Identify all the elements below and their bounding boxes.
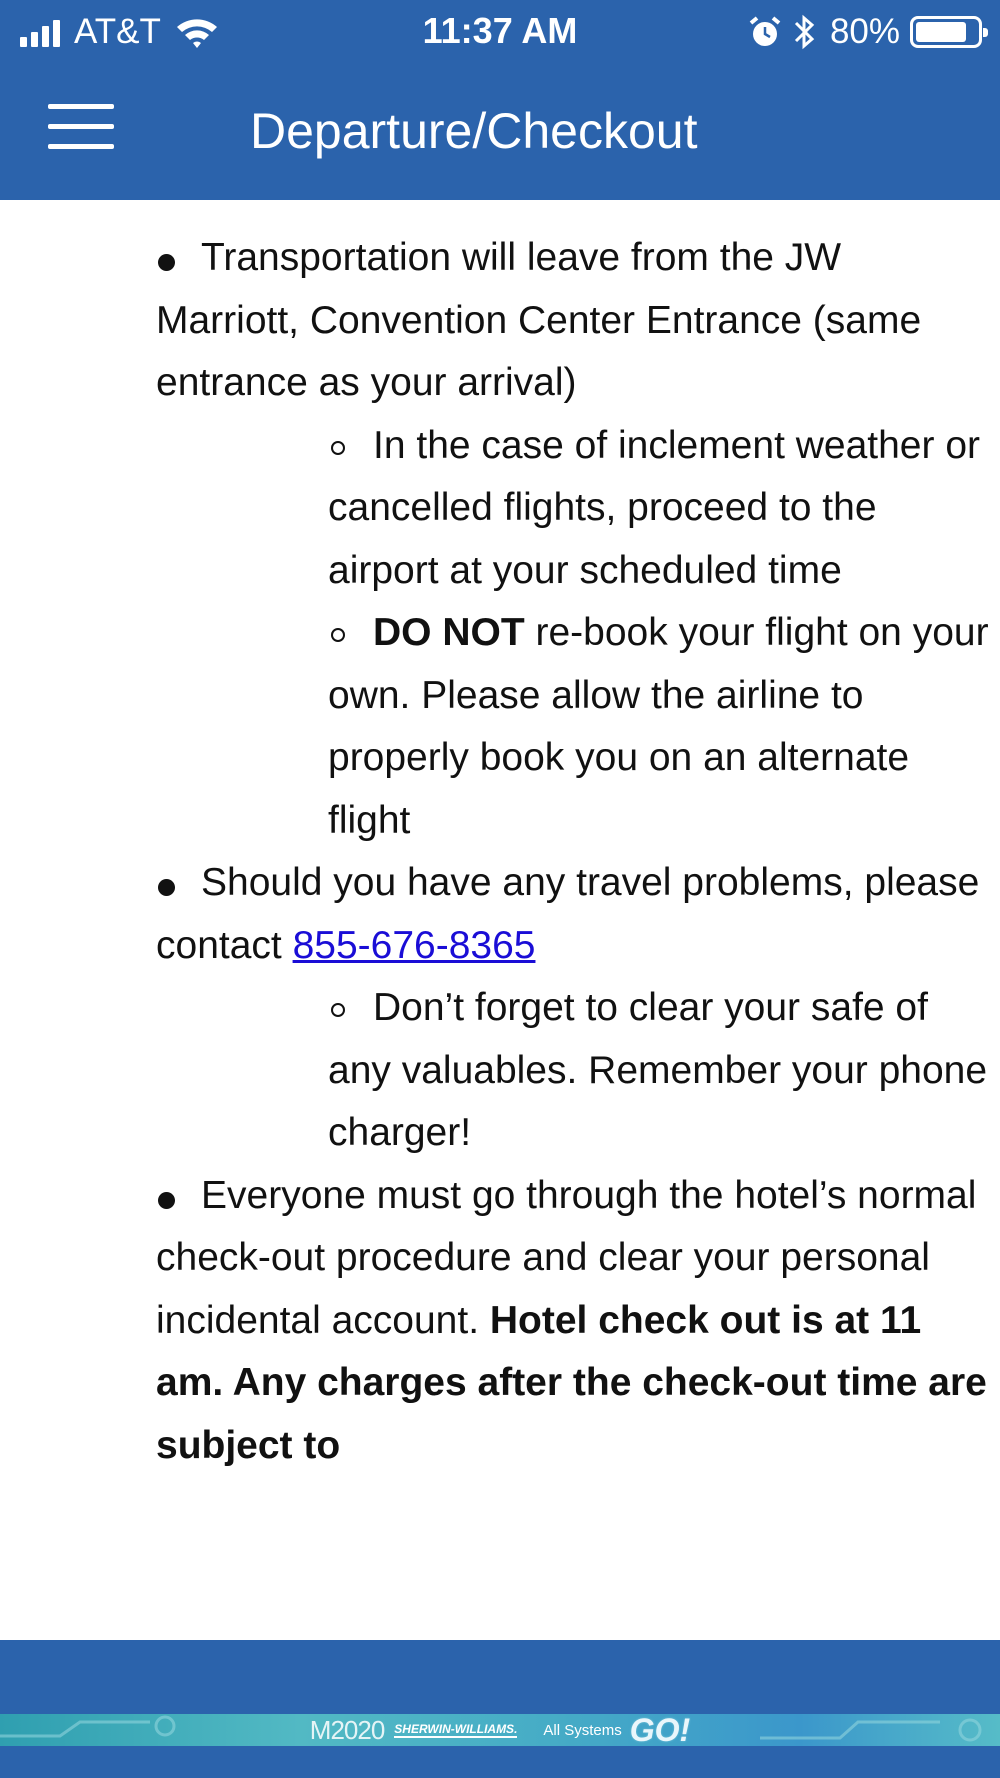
battery-icon [910, 16, 982, 48]
sub-list-item-weather [328, 415, 992, 603]
sponsor-banner [0, 1714, 1000, 1746]
list-item-check-out [156, 1165, 992, 1478]
sub-list-item-safe [328, 977, 992, 1165]
sub-list [156, 415, 992, 853]
sub-list [156, 977, 992, 1165]
list-item-text: Transportation will leave from the JW Marriott, Convention Center Entrance (same entrance as your arrival) [156, 236, 922, 404]
bottom-bar [0, 1640, 1000, 1778]
list-item-travel-problems [156, 852, 992, 1165]
banner-tagline: All Systems [543, 1721, 622, 1739]
bold-text: DO NOT [373, 611, 525, 654]
battery-percent: 80% [829, 12, 900, 51]
event-logo: M2020 [309, 1714, 385, 1745]
status-time: 11:37 AM [422, 10, 578, 51]
status-right [748, 12, 982, 52]
list-item-text: Everyone must go through the hotel’s normal check-out procedure and clear your personal incidental account. [156, 1173, 977, 1342]
content-area[interactable] [0, 200, 1000, 1500]
sub-item-text: re-book your flight on your own. Please allow the airline to properly book you on an alternate flight [328, 611, 989, 842]
list-item-transportation [156, 227, 992, 852]
brand-logo: SHERWIN-WILLIAMS. [394, 1722, 518, 1736]
checkout-info-list [156, 227, 992, 1477]
banner-text [0, 1714, 1000, 1746]
alarm-icon [748, 15, 782, 49]
banner-go: GO! [629, 1714, 691, 1746]
bold-text: Hotel check out is at 11 am. Any charges after the check-out time are subject to [156, 1298, 987, 1467]
page-title: Departure/Checkout [250, 103, 698, 159]
status-bar [0, 0, 1000, 62]
carrier-name: AT&T [74, 12, 161, 51]
bluetooth-icon [792, 13, 818, 51]
sub-item-text: Don’t forget to clear your safe of any valuables. Remember your phone charger! [328, 986, 988, 1154]
top-header [0, 0, 1000, 200]
list-item-text: Should you have any travel problems, please contact [156, 861, 980, 967]
sub-item-text: In the case of inclement weather or cancelled flights, proceed to the airport at your scheduled time [328, 423, 980, 592]
phone-link[interactable]: 855-676-8365 [292, 923, 536, 967]
hamburger-menu-icon[interactable] [48, 104, 114, 154]
nav-bar [0, 70, 1000, 200]
sub-list-item-rebook [328, 602, 992, 852]
